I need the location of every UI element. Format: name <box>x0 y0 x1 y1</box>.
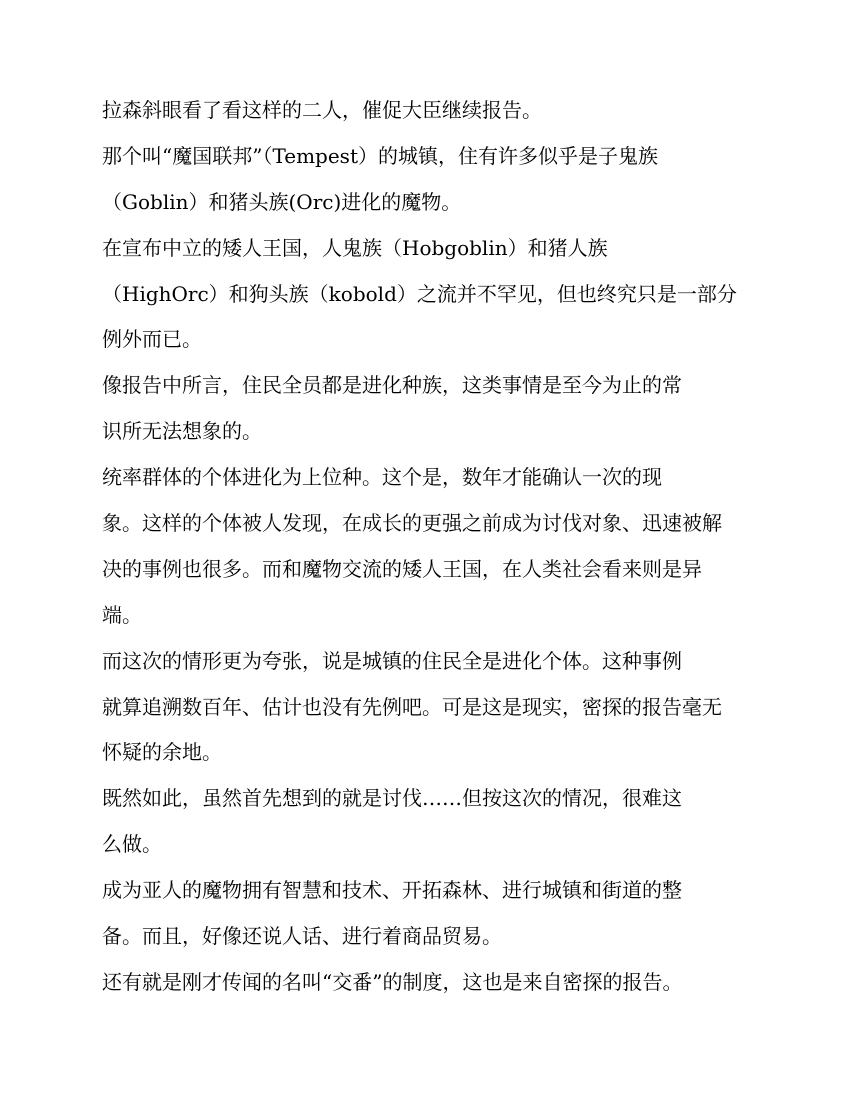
text-line: 而这次的情形更为夸张，说是城镇的住民全是进化个体。这种事例 <box>102 648 682 673</box>
text-line: 备。而且，好像还说人话、进行着商品贸易。 <box>102 924 502 949</box>
text-line: 在宣布中立的矮人王国，人鬼族（Hobgoblin）和猪人族 <box>102 235 608 260</box>
text-line: 象。这样的个体被人发现，在成长的更强之前成为讨伐对象、迅速被解 <box>102 511 722 536</box>
text-line: 像报告中所言，住民全员都是进化种族，这类事情是至今为止的常 <box>102 373 682 398</box>
text-line: 既然如此，虽然首先想到的就是讨伐……但按这次的情况，很难这 <box>102 786 682 811</box>
text-line: 例外而已。 <box>102 327 202 352</box>
text-line: 那个叫“魔国联邦”（Tempest）的城镇，住有许多似乎是子鬼族 <box>102 143 658 168</box>
text-line: 还有就是刚才传闻的名叫“交番”的制度，这也是来自密探的报告。 <box>102 969 683 994</box>
text-line: （Goblin）和猪头族(Orc)进化的魔物。 <box>102 189 462 214</box>
text-line: 拉森斜眼看了看这样的二人，催促大臣继续报告。 <box>102 98 542 122</box>
text-line: 决的事例也很多。而和魔物交流的矮人王国，在人类社会看来则是异 <box>102 556 702 581</box>
text-line: 成为亚人的魔物拥有智慧和技术、开拓森林、进行城镇和街道的整 <box>102 878 682 903</box>
text-line: 端。 <box>102 602 142 627</box>
text-line: 就算追溯数百年、估计也没有先例吧。可是这是现实，密探的报告毫无 <box>102 694 722 719</box>
text-line: 统率群体的个体进化为上位种。这个是，数年才能确认一次的现 <box>102 465 662 490</box>
text-line: 识所无法想象的。 <box>102 419 262 444</box>
text-body <box>102 92 762 1010</box>
text-line: 么做。 <box>102 832 162 857</box>
text-line: 怀疑的余地。 <box>102 740 222 765</box>
text-line: （HighOrc）和狗头族（kobold）之流并不罕见，但也终究只是一部分 <box>102 281 737 306</box>
